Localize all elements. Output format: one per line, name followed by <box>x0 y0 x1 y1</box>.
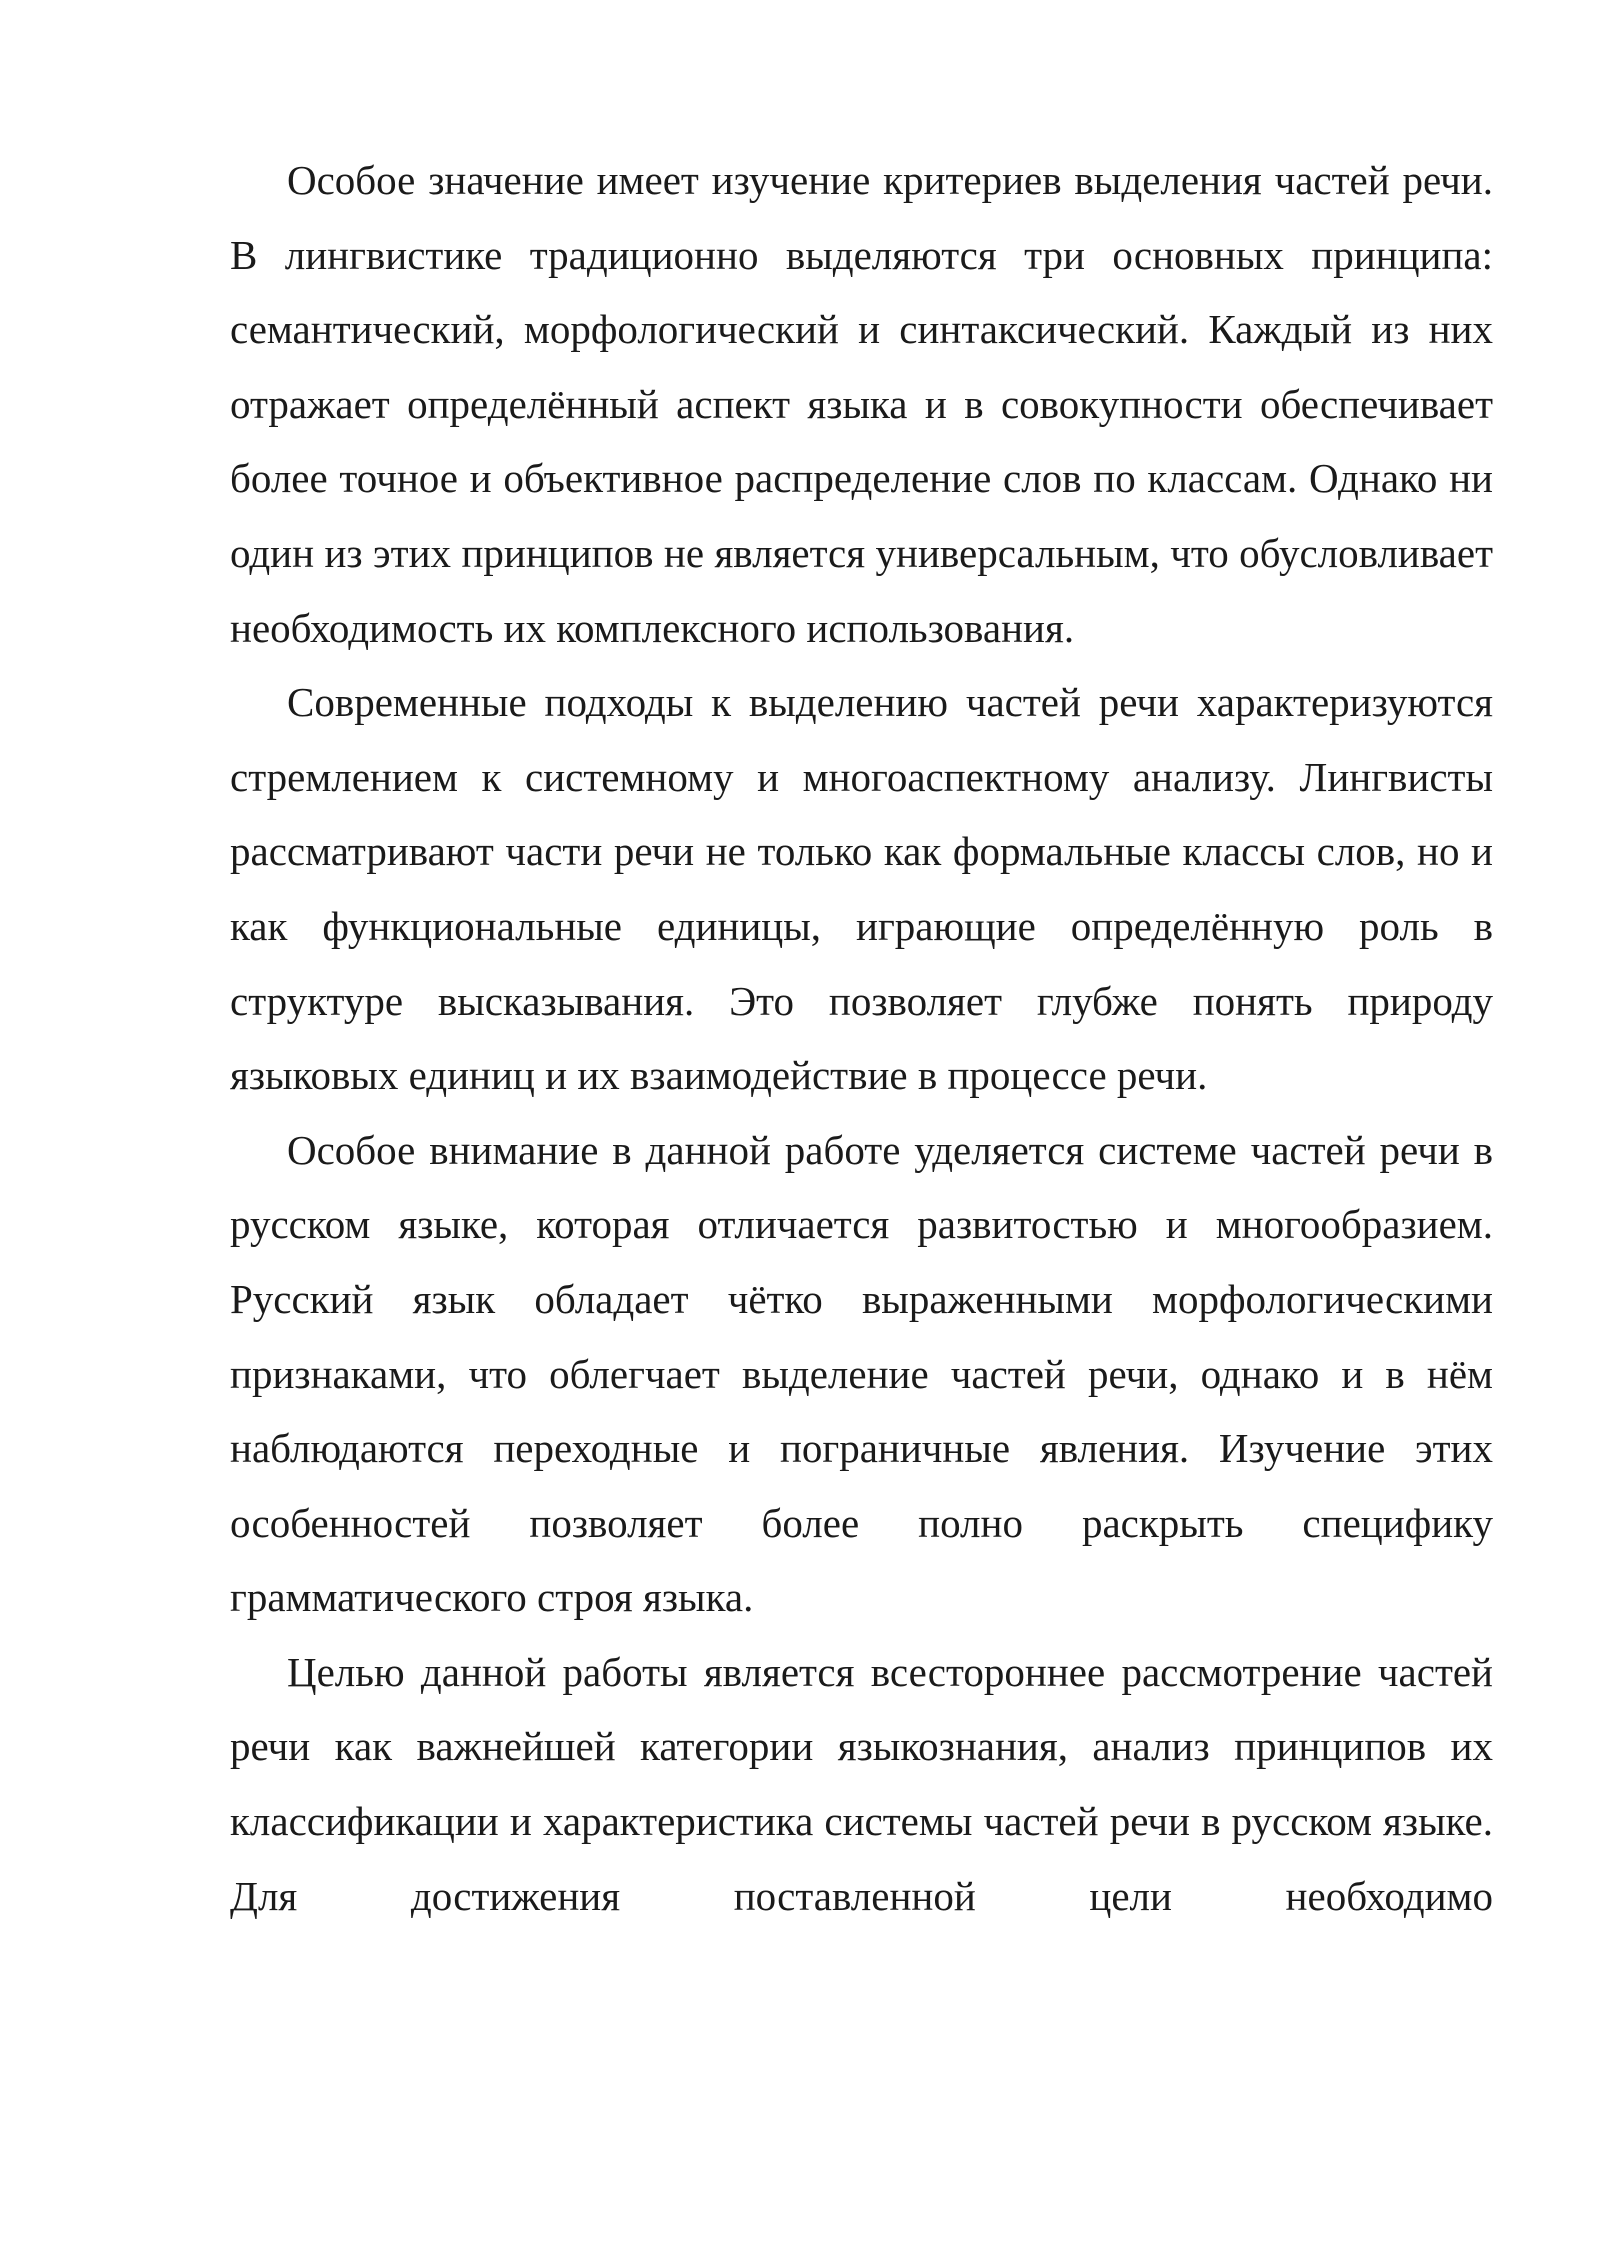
paragraph-1: Особое значение имеет изучение критериев выделения частей речи. В лингвистике традиционно выделяются три основных принципа: семантический, морфологический и синтаксический. Каждый из них отражает определённый аспект языка и в совокупности обеспечивает более точное и объективное распределение слов по классам. Однако ни один из этих принципов не является универсальным, что обусловливает необходимость их комплексного использования. <box>230 157 1493 651</box>
paragraph-3: Особое внимание в данной работе уделяется системе частей речи в русском языке, которая отличается развитостью и многообразием. Русский язык обладает чётко выраженными морфологическими признаками, что облегчает выделение частей речи, однако и в нём наблюдаются переходные и пограничные явления. Изучение этих особенностей позволяет более полно раскрыть специфику грамматического строя языка. <box>230 1126 1493 1621</box>
paragraph-4: Целью данной работы является всестороннее рассмотрение частей речи как важнейшей категории языкознания, анализ принципов их классификации и характеристика системы частей речи в русском языке. Для достижения поставленной цели необходимо <box>230 1648 1493 1919</box>
document-body <box>230 143 1493 1933</box>
paragraph-2: Современные подходы к выделению частей речи характеризуются стремлением к системному и многоаспектному анализу. Лингвисты рассматривают части речи не только как формальные классы слов, но и как функциональные единицы, играющие определённую роль в структуре высказывания. Это позволяет глубже понять природу языковых единиц и их взаимодействие в процессе речи. <box>230 679 1493 1099</box>
